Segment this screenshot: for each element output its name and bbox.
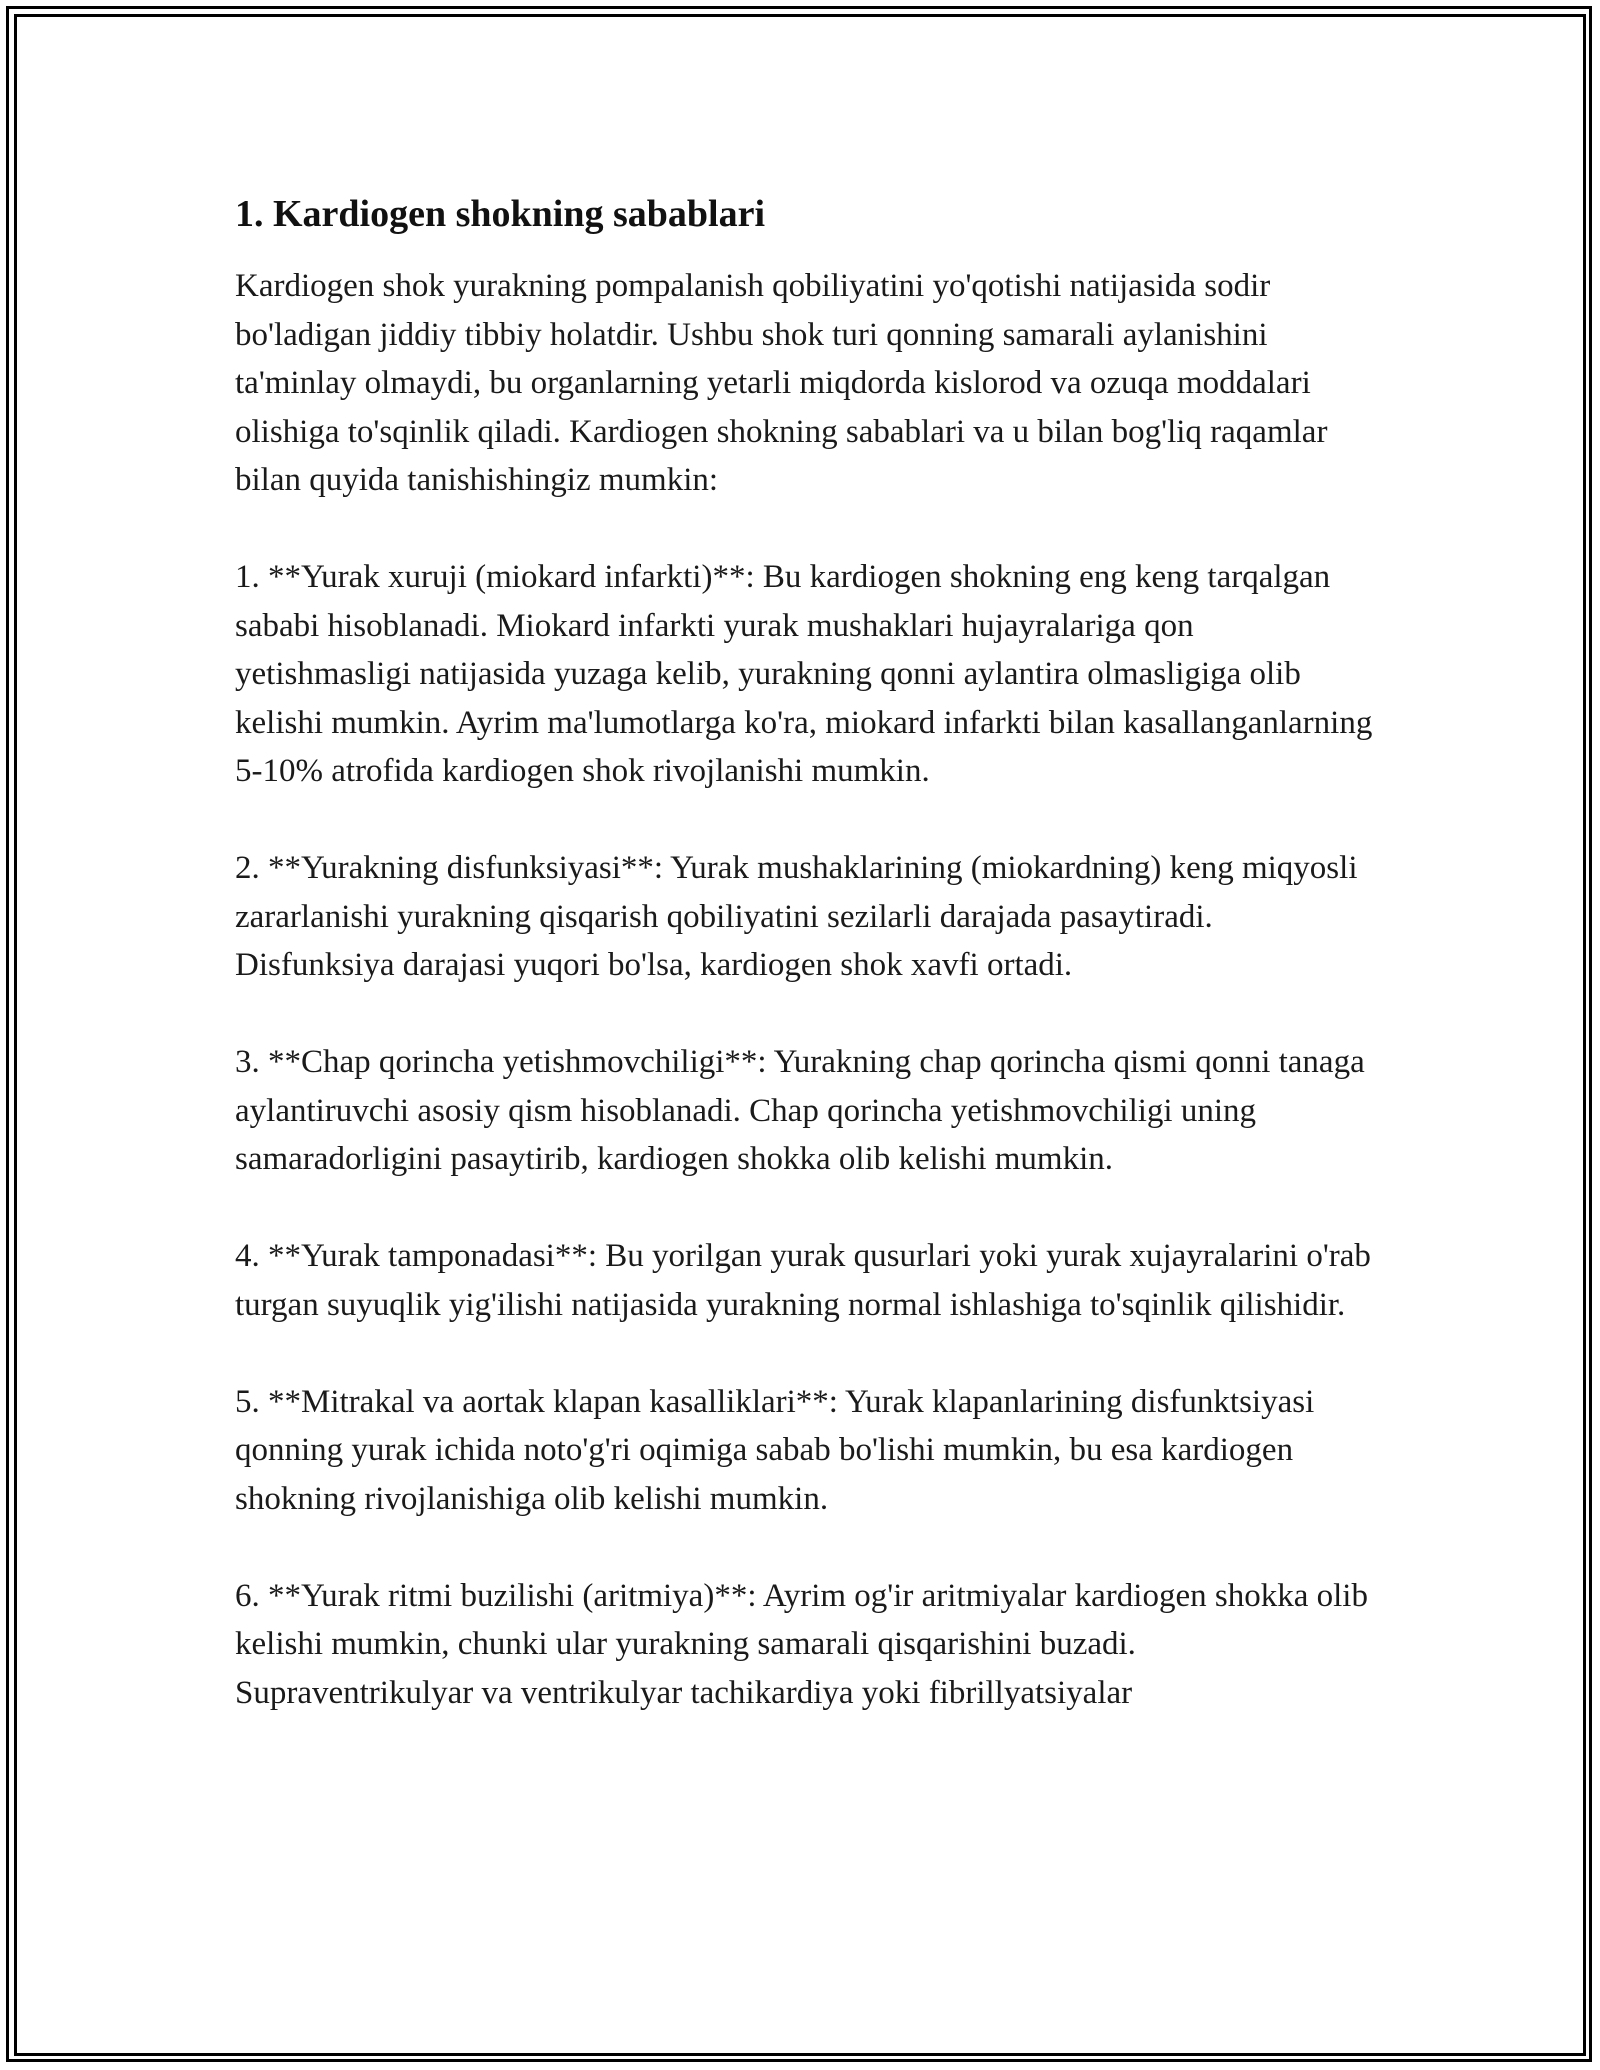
cause-paragraph-3: 3. **Chap qorincha yetishmovchiligi**: Yurakning chap qorincha qismi qonni tanaga aylantiruvchi asosiy qism hisoblanadi. Chap qorincha yetishmovchiligi uning samaradorligini pasaytirib, kardiogen shokka olib kelishi mumkin. — [235, 1044, 1365, 1177]
document-body — [235, 188, 1375, 1766]
intro-paragraph: Kardiogen shok yurakning pompalanish qobiliyatini yo'qotishi natijasida sodir bo'ladigan jiddiy tibbiy holatdir. Ushbu shok turi qonning samarali aylanishini ta'minlay olmaydi, bu organlarning yetarli miqdorda kislorod va ozuqa moddalari olishiga to'sqinlik qiladi. Kardiogen shokning sabablari va u bilan bog'liq raqamlar bilan quyida tanishishingiz mumkin: — [235, 268, 1328, 498]
cause-paragraph-2: 2. **Yurakning disfunksiyasi**: Yurak mushaklarining (miokardning) keng miqyosli zararlanishi yurakning qisqarish qobiliyatini sezilarli darajada pasaytiradi. Disfunksiya darajasi yuqori bo'lsa, kardiogen shok xavfi ortadi. — [235, 850, 1358, 983]
cause-paragraph-6: 6. **Yurak ritmi buzilishi (aritmiya)**: Ayrim og'ir aritmiyalar kardiogen shokka olib kelishi mumkin, chunki ular yurakning samarali qisqarishini buzadi. Supraventrikulyar va ventrikulyar tachikardiya yoki fibrillyatsiyalar — [235, 1577, 1368, 1711]
cause-paragraph-1: 1. **Yurak xuruji (miokard infarkti)**: Bu kardiogen shokning eng keng tarqalgan sababi hisoblanadi. Miokard infarkti yurak mushaklari hujayralariga qon yetishmasligi natijasida yuzaga kelib, yurakning qonni aylantira olmasligiga olib kelishi mumkin. Ayrim ma'lumotlarga ko'ra, miokard infarkti bilan kasallanganlarning 5-10% atrofida kardiogen shok rivojlanishi mumkin. — [235, 559, 1373, 789]
section-heading: 1. Kardiogen shokning sabablari — [235, 193, 766, 235]
cause-paragraph-4: 4. **Yurak tamponadasi**: Bu yorilgan yurak qusurlari yoki yurak xujayralarini o'rab turgan suyuqlik yig'ilishi natijasida yurakning normal ishlashiga to'sqinlik qilishidir. — [235, 1238, 1371, 1323]
cause-paragraph-5: 5. **Mitrakal va aortak klapan kasalliklari**: Yurak klapanlarining disfunktsiyasi qonning yurak ichida noto'g'ri oqimiga sabab bo'lishi mumkin, bu esa kardiogen shokning rivojlanishiga olib kelishi mumkin. — [235, 1383, 1315, 1517]
